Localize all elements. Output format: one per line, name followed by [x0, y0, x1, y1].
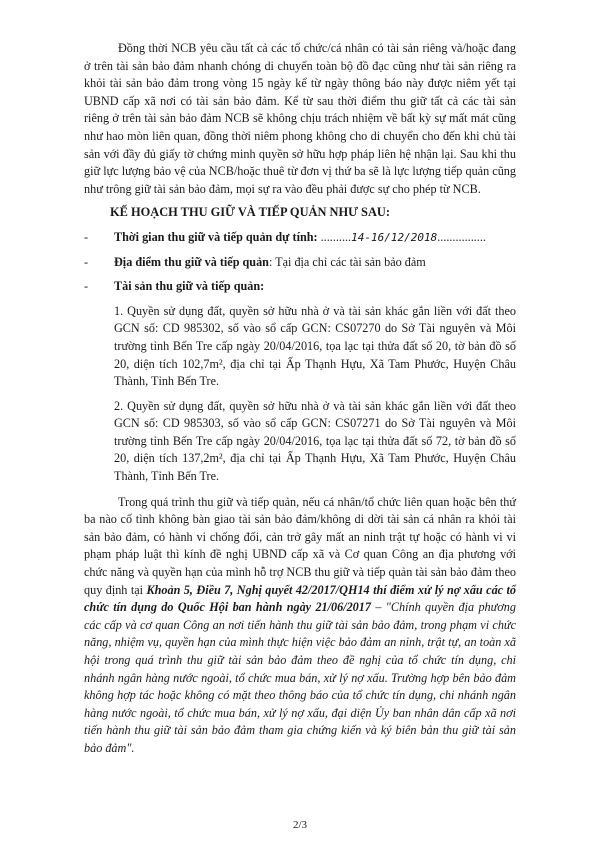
asset-item-1: 1. Quyền sử dụng đất, quyền sở hữu nhà ở và tài sản khác gắn liền với đất theo GCN số: CD 985302, số vào sổ cấp GCN: CS07270 do Sở Tài nguyên và Môi trường tỉnh Bến Tre cấp ngày 20/04/2016, tọa lạc tại thửa đất số 20, tờ bản đồ số 20, diện tích 102,7m², địa chỉ tại Ấp Thạnh Hựu, Xã Tam Phước, Huyện Châu Thành, Tỉnh Bến Tre.: [114, 303, 516, 389]
plan-heading: KẾ HOẠCH THU GIỮ VÀ TIẾP QUẢN NHƯ SAU:: [110, 205, 390, 220]
location-label: Địa điểm thu giữ và tiếp quản: [114, 254, 269, 269]
time-item: - Thời gian thu giữ và tiếp quản dự tính: ..........14-16/12/2018................: [84, 229, 516, 247]
assets-label: Tài sản thu giữ và tiếp quản:: [114, 279, 265, 294]
time-dots: ..........: [320, 229, 352, 244]
asset-list: [84, 303, 516, 486]
bullet-dash: -: [84, 254, 89, 269]
location-value: : Tại địa chỉ các tài sản bảo đảm: [268, 254, 426, 269]
intro-paragraph: Đồng thời NCB yêu cầu tất cả các tổ chức/cá nhân có tài sản riêng và/hoặc đang ở trên tài sản bảo đảm nhanh chóng di chuyển toàn bộ đồ đạc cũng như tài sản riêng ra khỏi tài sản bảo đảm trong vòng 15 ngày kể từ ngày thông báo này được niêm yết tại UBND cấp xã nơi có tài sản bảo đảm. Kể từ sau thời điểm thu giữ tất cả các tài sản riêng ở trên tài sản bảo đảm NCB sẽ không chịu trách nhiệm về bất kỳ sự mất mát cũng như hao mòn liên quan, đồng thời niêm phong không cho di chuyển cho đến khi chủ tài sản với đầy đủ giấy tờ chứng minh quyền sở hữu hợp pháp liên hệ nhận lại. Sau khi thu giữ lực lượng bảo vệ của NCB/hoặc thuê từ đơn vị thứ ba sẽ là lực lượng tiếp quản cũng như trông giữ tài sản bảo đảm, mọi sự ra vào đều phải được sự cho phép từ NCB.: [84, 41, 516, 196]
location-item: [84, 254, 516, 272]
bullet-dash: -: [84, 229, 89, 244]
closing-paragraph: [84, 494, 516, 758]
assets-item: [84, 278, 516, 296]
time-label: Thời gian thu giữ và tiếp quản dự tính:: [114, 229, 318, 244]
time-value-handwritten: 14-16/12/2018: [351, 230, 438, 244]
asset-item-2: 2. Quyền sử dụng đất, quyền sở hữu nhà ở và tài sản khác gắn liền với đất theo GCN số: CD 985303, số vào sổ cấp GCN: CS07271 do Sở Tài nguyên và Môi trường tỉnh Bến Tre cấp ngày 20/04/2016, tọa lạc tại thửa đất số 72, tờ bản đồ số 20, diện tích 137,2m², địa chỉ tại Ấp Thạnh Hựu, Xã Tam Phước, Huyện Châu Thành, Tỉnh Bến Tre.: [114, 398, 516, 484]
closing-text: Trong quá trình thu giữ và tiếp quản, nếu cá nhân/tổ chức liên quan hoặc bên thứ ba nào cố tình không bàn giao tài sản bảo đảm/không di dời tài sản cá nhân ra khỏi tài sản bảo đảm, có hành vi chống đối, cản trở gây mất an ninh trật tự hoặc có hành vi vi phạm pháp luật thì kính đề nghị UBND cấp xã và Cơ quan Công an địa phương với chức năng và quyền hạn của mình hỗ trợ NCB thu giữ và tiếp quản tài sản bảo đảm theo quy định tại: [84, 494, 516, 597]
legal-quote: – "Chính quyền địa phương các cấp và cơ quan Công an nơi tiến hành thu giữ tài sản bảo đảm, trong phạm vi chức năng, nhiệm vụ, quyền hạn của mình thực hiện việc bảo đảm an ninh, trật tự, an toàn xã hội trong quá trình thu giữ tài sản bảo đảm theo đề nghị của tổ chức tín dụng, chi nhánh ngân hàng nước ngoài, tổ chức mua bán, xử lý nợ xấu. Trường hợp bên bảo đảm không hợp tác hoặc không có mặt theo thông báo của tổ chức tín dụng, chi nhánh ngân hàng nước ngoài, tổ chức mua bán, xử lý nợ xấu, đại diện Ủy ban nhân dân cấp xã nơi tiến hành thu giữ tài sản bảo đảm tham gia chứng kiến và ký biên bản thu giữ tài sản bảo đảm".: [84, 600, 516, 755]
bullet-dash: -: [84, 279, 89, 294]
page-number: 2/3: [292, 819, 308, 831]
legal-citation: Khoản 5, Điều 7, Nghị quyết 42/2017/QH14 thí điểm xử lý nợ xấu các tổ chức tín dụng do Quốc Hội ban hành ngày 21/06/2017: [84, 582, 516, 615]
